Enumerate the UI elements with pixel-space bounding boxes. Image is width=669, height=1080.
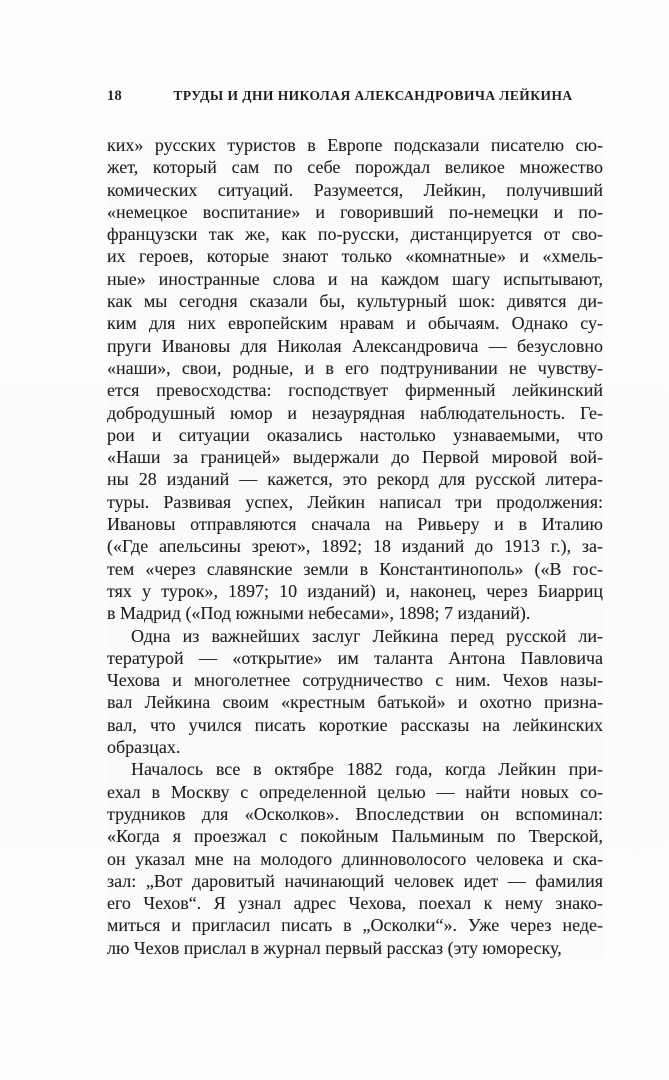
- text-line: его Чехов“. Я узнал адрес Чехова, поехал к нему знако-: [107, 893, 603, 914]
- text-line: образцах.: [107, 737, 181, 758]
- text-line: тературой — «открытие» им таланта Антона Павловича: [107, 647, 603, 668]
- text-line: пруги Ивановы для Николая Александровича — безусловно: [107, 335, 603, 356]
- text-line: он указал мне на молодого длинноволосого человека и ска-: [107, 848, 603, 869]
- text-line: вал Лейкина своим «крестным батькой» и охотно призна-: [107, 692, 603, 713]
- text-body: [107, 134, 603, 959]
- paragraph: [107, 134, 603, 625]
- text-line: туры. Развивая успех, Лейкин написал три продолжения:: [107, 491, 603, 512]
- text-line: Ивановы отправляются сначала на Ривьеру и в Италию: [107, 514, 603, 535]
- text-line: ким для них европейским нравам и обычаям. Однако су-: [107, 313, 603, 334]
- text-line: рои и ситуации оказались настолько узнаваемыми, что: [107, 424, 603, 445]
- text-line: трудников для «Осколков». Впоследствии он вспоминал:: [107, 803, 603, 824]
- text-line: «Наши за границей» выдержали до Первой мировой вой-: [107, 447, 603, 468]
- text-line: как мы сегодня сказали бы, культурный шок: дивятся ди-: [107, 291, 603, 312]
- text-line: вал, что учился писать короткие рассказы на лейкинских: [107, 714, 603, 735]
- text-line: Чехова и многолетнее сотрудничество с ним. Чехов назы-: [107, 670, 603, 691]
- text-line: ные» иностранные слова и на каждом шагу испытывают,: [107, 268, 603, 289]
- text-line: Одна из важнейших заслуг Лейкина перед русской ли-: [131, 625, 603, 646]
- text-line: ется превосходства: господствует фирменный лейкинский: [107, 380, 603, 401]
- text-line: «Когда я проезжал с покойным Пальминым по Тверской,: [107, 826, 603, 847]
- text-line: зал: „Вот даровитый начинающий человек идет — фамилия: [107, 870, 603, 891]
- text-line: миться и пригласил писать в „Осколки“». Уже через неде-: [107, 915, 603, 936]
- text-line: лю Чехов прислал в журнал первый рассказ (эту юмореску,: [107, 937, 562, 958]
- paragraph: [107, 625, 603, 759]
- text-line: «немецкое воспитание» и говоривший по-немецки и по-: [107, 201, 603, 222]
- text-line: тем «через славянские земли в Константинополь» («В гос-: [107, 558, 603, 579]
- text-line: Началось все в октябре 1882 года, когда Лейкин при-: [131, 759, 603, 780]
- running-title: ТРУДЫ И ДНИ НИКОЛАЯ АЛЕКСАНДРОВИЧА ЛЕЙКИНА: [173, 88, 573, 103]
- text-line: в Мадрид («Под южными небесами», 1898; 7 изданий).: [107, 603, 531, 624]
- text-line: французски так же, как по-русски, дистанцируется от сво-: [107, 224, 603, 245]
- text-line: («Где апельсины зреют», 1892; 18 изданий до 1913 г.), за-: [107, 536, 603, 557]
- text-line: добродушный юмор и незаурядная наблюдательность. Ге-: [107, 402, 603, 423]
- text-line: ехал в Москву с определенной целью — найти новых со-: [107, 781, 603, 802]
- text-line: «наши», свои, родные, и в его подтрунивании не чувству-: [107, 357, 603, 378]
- text-line: комических ситуаций. Разумеется, Лейкин, получивший: [107, 179, 603, 200]
- page-number: 18: [107, 88, 123, 104]
- text-line: тях у турок», 1897; 10 изданий) и, наконец, через Биарриц: [107, 580, 603, 601]
- page-header: [107, 88, 603, 106]
- text-line: ны 28 изданий — кажется, это рекорд для русской литера-: [107, 469, 603, 490]
- text-line: ких» русских туристов в Европе подсказали писателю сю-: [107, 135, 603, 155]
- text-line: жет, который сам по себе порождал великое множество: [107, 157, 603, 178]
- paragraph: [107, 758, 603, 959]
- text-line: их героев, которые знают только «комнатные» и «хмель-: [107, 246, 603, 267]
